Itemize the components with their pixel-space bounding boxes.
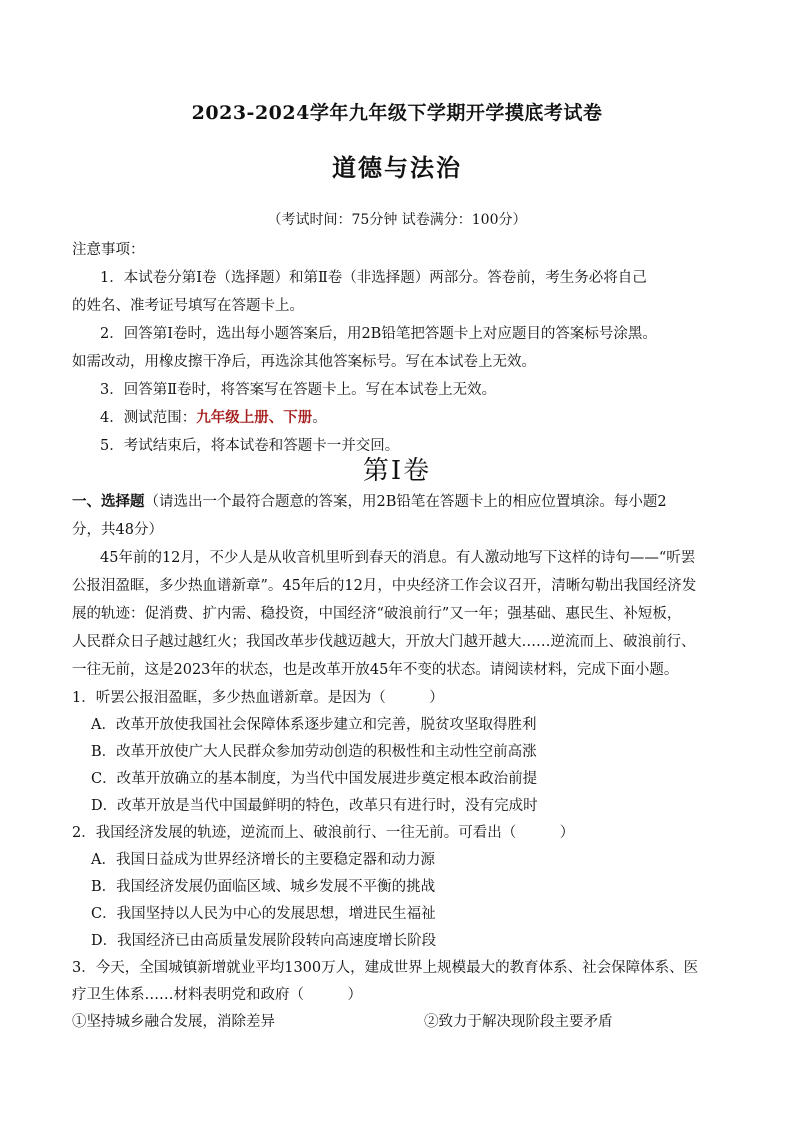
part-heading — [72, 490, 732, 511]
notice-item-1-line-2: 的姓名、准考证号填写在答题卡上。 — [72, 298, 304, 314]
notice-item-2-line-2: 如需改动，用橡皮擦干净后，再选涂其他答案标号。写在本试卷上无效。 — [72, 354, 536, 370]
question-3-stem-line-2: 疗卫生体系……材料表明党和政府（ ） — [72, 987, 362, 1003]
question-3-stem-line-1: 3．今天，全国城镇新增就业平均1300万人，建成世界上规模最大的教育体系、社会保障体系、医 — [72, 960, 699, 976]
material-line-2: 公报泪盈眶，多少热血谱新章”。45年后的12月，中央经济工作会议召开，清晰勾勒出我国经济发 — [72, 578, 697, 594]
question-2-stem: 2．我国经济发展的轨迹，逆流而上、破浪前行、一往无前。可看出（ ） — [72, 825, 575, 841]
notice-item-4-suffix: 。 — [312, 410, 327, 426]
material-line-4: 人民群众日子越过越红火；我国改革步伐越迈越大，开放大门越开越大……逆流而上、破浪前行、 — [72, 634, 696, 650]
exam-title: 2023-2024学年九年级下学期开学摸底考试卷 — [191, 102, 603, 124]
question-3-options — [72, 1010, 732, 1031]
question-1-stem: 1．听罢公报泪盈眶，多少热血谱新章。是因为（ ） — [72, 690, 444, 706]
notice-item-4 — [100, 406, 760, 427]
question-3-option-1: ①坚持城乡融合发展，消除差异 — [72, 1014, 275, 1030]
question-2-option-d: D．我国经济已由高质量发展阶段转向高速度增长阶段 — [91, 933, 437, 949]
question-2-option-b: B．我国经济发展仍面临区域、城乡发展不平衡的挑战 — [91, 879, 436, 895]
subject-title: 道德与法治 — [332, 153, 462, 182]
part-desc-line-2: 分，共48分） — [72, 522, 163, 538]
notice-item-4-prefix: 4．测试范围： — [100, 410, 197, 426]
notice-heading: 注意事项： — [72, 242, 145, 258]
question-1-option-d: D．改革开放是当代中国最鲜明的特色，改革只有进行时，没有完成时 — [91, 798, 538, 814]
question-3-option-2: ②致力于解决现阶段主要矛盾 — [424, 1014, 613, 1030]
notice-item-1-line-1: 1．本试卷分第Ⅰ卷（选择题）和第Ⅱ卷（非选择题）两部分。答卷前，考生务必将自己 — [100, 270, 647, 286]
material-line-1: 45年前的12月，不少人是从收音机里听到春天的消息。有人激动地写下这样的诗句——“听罢 — [100, 550, 696, 566]
material-line-3: 展的轨迹：促消费、扩内需、稳投资，中国经济“破浪前行”又一年；强基础、惠民生、补短板， — [72, 606, 682, 622]
notice-item-5: 5．考试结束后，将本试卷和答题卡一并交回。 — [100, 438, 400, 454]
question-1-option-c: C．改革开放确立的基本制度，为当代中国发展进步奠定根本政治前提 — [91, 771, 538, 787]
test-range: 九年级上册、下册 — [196, 409, 313, 426]
notice-item-2-line-1: 2．回答第Ⅰ卷时，选出每小题答案后，用2B铅笔把答题卡上对应题目的答案标号涂黑。 — [100, 326, 657, 342]
part-desc: （请选出一个最符合题意的答案，用2B铅笔在答题卡上的相应位置填涂。每小题2 — [144, 494, 667, 510]
part-label: 一、选择题 — [72, 493, 145, 510]
section-title: 第Ⅰ卷 — [362, 456, 432, 486]
question-2-option-a: A．我国日益成为世界经济增长的主要稳定器和动力源 — [91, 852, 435, 868]
material-line-5: 一往无前，这是2023年的状态，也是改革开放45年不变的状态。请阅读材料，完成下面小题。 — [72, 662, 679, 678]
question-1-option-a: A．改革开放使我国社会保障体系逐步建立和完善，脱贫攻坚取得胜利 — [91, 717, 537, 733]
question-2-option-c: C．我国坚持以人民为中心的发展思想，增进民生福祉 — [91, 906, 436, 922]
notice-item-3: 3．回答第Ⅱ卷时，将答案写在答题卡上。写在本试卷上无效。 — [100, 382, 497, 398]
exam-info: （考试时间：75分钟 试卷满分：100分） — [267, 212, 527, 228]
question-1-option-b: B．改革开放使广大人民群众参加劳动创造的积极性和主动性空前高涨 — [91, 744, 537, 760]
